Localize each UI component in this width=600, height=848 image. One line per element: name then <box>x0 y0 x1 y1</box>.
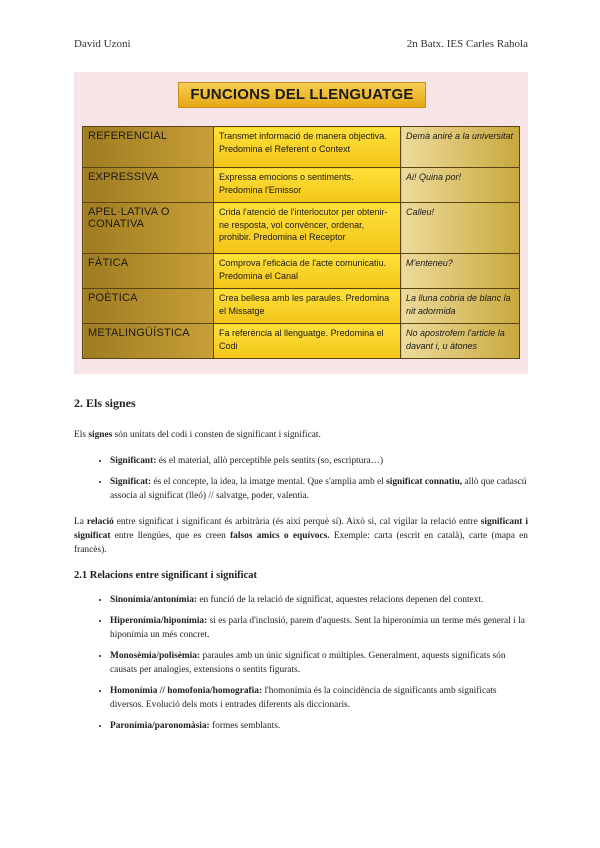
list-item <box>110 719 528 733</box>
relations-list <box>74 593 528 733</box>
list-text: és el material, allò perceptible pels sentits (so, escriptura…) <box>156 456 384 466</box>
header-author: David Uzoni <box>74 38 131 50</box>
function-example: Calleu! <box>401 203 520 254</box>
function-name: REFERENCIAL <box>83 127 214 168</box>
figure-title: FUNCIONS DEL LLENGUATGE <box>178 82 426 108</box>
function-description: Fa referència al llenguatge. Predomina el Codi <box>214 324 401 359</box>
intro-text: són unitats del codi i consten de significant i significat. <box>112 430 321 440</box>
list-term: Homonímia // homofonia/homografia: <box>110 686 263 696</box>
function-example: Ai! Quina por! <box>401 168 520 203</box>
list-term: significat connatiu, <box>386 477 463 487</box>
list-item <box>110 649 528 677</box>
function-example: No apostrofem l'article la davant i, u àtones <box>401 324 520 359</box>
intro-term: signes <box>88 430 113 440</box>
list-text: l'homonímia és la coincidència de significants amb significats diversos. Evolució dels mots i entrades diferents als diccionaris. <box>110 686 497 710</box>
table-row <box>83 254 520 289</box>
function-name: APEL·LATIVA O CONATIVA <box>83 203 214 254</box>
function-description: Transmet informació de manera objectiva. Predomina el Referent o Context <box>214 127 401 168</box>
para-text: entre significat i significant és arbitrària (és així perquè sí). Això si, cal vigilar la relació entre <box>113 517 481 527</box>
para-term: falsos amics o equívocs. <box>230 531 330 541</box>
function-name: METALINGÜÍSTICA <box>83 324 214 359</box>
header-course: 2n Batx. IES Carles Rahola <box>406 38 528 50</box>
table-row <box>83 289 520 324</box>
function-description: Crea bellesa amb les paraules. Predomina el Missatge <box>214 289 401 324</box>
function-name: EXPRESSIVA <box>83 168 214 203</box>
functions-table <box>82 126 520 359</box>
section-heading: 2. Els signes <box>74 396 136 410</box>
list-item <box>110 684 528 712</box>
list-item <box>110 475 528 503</box>
list-text: paraules amb un únic significat o múltiples. Generalment, aquests significats són causats per analogies, extensions o sentits figurats. <box>110 651 506 675</box>
list-term: Significat: <box>110 477 152 487</box>
para-text: entre llengües, que es creen <box>110 531 231 541</box>
list-text: allò que cadascú associa al significat (lleó) // salvatge, poder, valentia. <box>110 477 527 501</box>
list-term: Hiperonímia/hiponímia: <box>110 616 208 626</box>
subsection-heading: 2.1 Relacions entre significant i significat <box>74 570 257 581</box>
list-term: Sinonímia/antonímia: <box>110 595 197 605</box>
list-text: formes semblants. <box>209 721 281 731</box>
list-term: Paronímia/paronomàsia: <box>110 721 210 731</box>
signs-list <box>74 454 528 503</box>
function-example: M'enteneu? <box>401 254 520 289</box>
para-term: significant i significat <box>74 517 529 541</box>
para-text: La <box>74 517 87 527</box>
functions-figure <box>74 72 528 374</box>
function-description: Crida l'atenció de l'interlocutor per obtenir-ne resposta, vol convèncer, ordenar, prohibir. Predomina el Receptor <box>214 203 401 254</box>
relation-paragraph <box>74 515 528 557</box>
list-text: en funció de la relació de significat, aquestes relacions depenen del context. <box>197 595 484 605</box>
list-item <box>110 454 528 468</box>
intro-text: Els <box>74 430 89 440</box>
function-example: Demà aniré a la universitat <box>401 127 520 168</box>
function-description: Comprova l'eficàcia de l'acte comunicatiu. Predomina el Canal <box>214 254 401 289</box>
para-term: relació <box>86 517 114 527</box>
function-name: FÀTICA <box>83 254 214 289</box>
list-item <box>110 614 528 642</box>
list-term: Significant: <box>110 456 157 466</box>
intro-paragraph <box>74 428 528 442</box>
table-row <box>83 168 520 203</box>
function-example: La lluna cobria de blanc la nit adormida <box>401 289 520 324</box>
table-row <box>83 203 520 254</box>
function-description: Expressa emocions o sentiments. Predomina l'Emissor <box>214 168 401 203</box>
list-text: si es parla d'inclusió, parem d'aquests. Sent la hiperonímia un terme més general i la hiponímia un més concret. <box>110 616 525 640</box>
list-text: és el concepte, la idea, la imatge mental. Que s'amplia amb el <box>151 477 387 487</box>
para-text: Exemple: carta (escrit en català), carte (mapa en francès). <box>74 531 528 555</box>
main-content <box>74 396 528 745</box>
function-name: POÈTICA <box>83 289 214 324</box>
list-term: Monosèmia/polisèmia: <box>110 651 201 661</box>
list-item <box>110 593 528 607</box>
table-row <box>83 127 520 168</box>
table-row <box>83 324 520 359</box>
